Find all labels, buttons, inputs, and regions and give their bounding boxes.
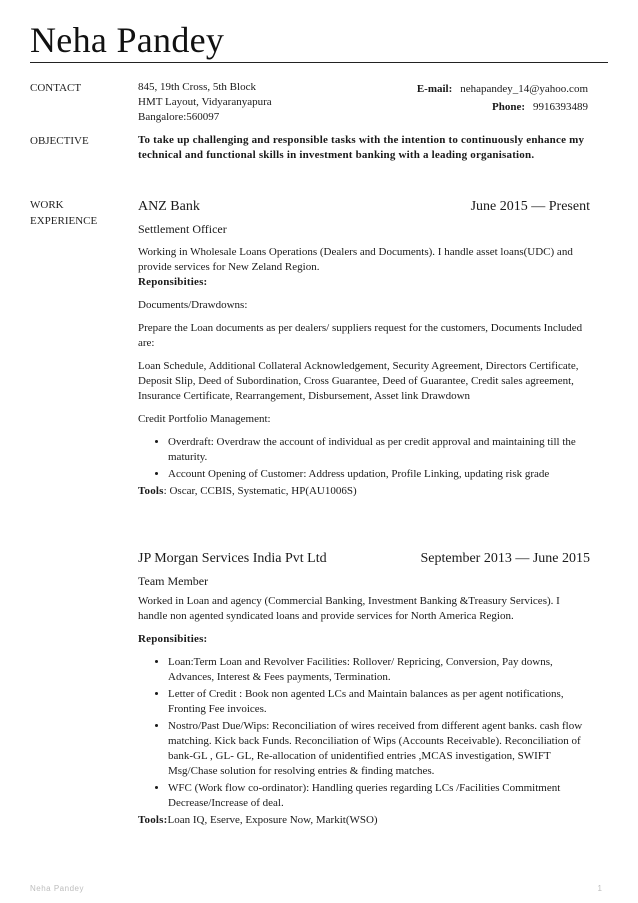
email-row (417, 80, 588, 98)
list-item: • Overdraft: Overdraw the account of individual as per credit approval and maintaining till the maturity. (168, 435, 590, 465)
company-name: ANZ Bank (138, 199, 200, 214)
job-dates: September 2013 — June 2015 (420, 551, 590, 566)
header-divider (30, 62, 608, 63)
anz-bullets (138, 435, 590, 482)
list-item: • WFC (Work flow co-ordinator): Handling queries regarding LCs /Facilities Commitment Decrease/Increase of deal. (168, 781, 590, 811)
job-jpmorgan (138, 550, 590, 828)
list-item: • Account Opening of Customer: Address updation, Profile Linking, updating risk grade (168, 467, 590, 482)
job-role: Team Member (138, 574, 209, 588)
objective-text: To take up challenging and responsible tasks with the intention to continuously enhance my technical and functional skills in investment banking with a leading organisation. (138, 134, 585, 161)
job-intro: Working in Wholesale Loans Operations (Dealers and Documents). I handle asset loans(UDC) and provide services for New Zeland Region. (138, 246, 573, 273)
contact-details (417, 80, 588, 116)
work-label-line-1: WORK (30, 199, 64, 211)
address-line-3: Bangalore:560097 (138, 111, 220, 123)
tools-line (138, 484, 590, 499)
list-item: • Letter of Credit : Book non agented LCs and Maintain balances as per agent notifications, Fronting Fee invoices. (168, 687, 590, 717)
list-item: • Loan:Term Loan and Revolver Facilities: Rollover/ Repricing, Conversion, Pay downs, Advances, Interest & Fees payments, Termination. (168, 655, 590, 685)
responsibilities-heading: Reponsibities: (138, 276, 208, 288)
job-header (138, 198, 590, 216)
phone-label: Phone: (492, 101, 525, 113)
email-value: nehapandey_14@yahoo.com (460, 83, 588, 95)
documents-heading: Documents/Drawdowns: (138, 299, 248, 311)
address-line-2: HMT Layout, Vidyaranyapura (138, 96, 272, 108)
list-item: • Nostro/Past Due/Wips: Reconciliation of wires received from different agent banks. cash flow matching. Kick back Funds. Reconciliation of Wips (Accounts Receivable). Reconciliation of bank-GL , GL- GL, Re-allocation of unidentified entries ,MCAS investigation, SWIFT Msg/Chase solution for resolving entries & finding matches. (168, 719, 590, 779)
page-number: 1 (597, 884, 602, 893)
job-anz (138, 198, 590, 499)
footer-name: Neha Pandey (30, 884, 84, 893)
work-label-line-2: EXPERIENCE (30, 215, 98, 227)
documents-list: Loan Schedule, Additional Collateral Acknowledgement, Security Agreement, Directors Certificate, Deposit Slip, Deed of Subordination, Cross Guarantee, Deed of Guarantee, Credit sales agreement, Insurance Certificate, Rearrangement, Disbursement, Asset link Drawdown (138, 360, 579, 402)
responsibilities-heading: Reponsibities: (138, 633, 208, 645)
address-line-1: 845, 19th Cross, 5th Block (138, 81, 256, 93)
job-intro: Worked in Loan and agency (Commercial Banking, Investment Banking &Treasury Services). I handle non agented syndicated loans and provide services for North America Region. (138, 595, 560, 622)
tools-label: Tools: (138, 814, 168, 826)
jpmorgan-bullets (138, 655, 590, 811)
tools-line (138, 813, 590, 828)
job-dates: June 2015 — Present (470, 199, 590, 214)
phone-value: 9916393489 (533, 101, 588, 113)
contact-label: CONTACT (30, 82, 82, 94)
resume-name: Neha Pandey (30, 20, 225, 60)
work-experience-label (30, 197, 130, 229)
tools-value: Loan IQ, Eserve, Exposure Now, Markit(WSO) (167, 814, 378, 826)
phone-row (417, 98, 588, 116)
documents-text: Prepare the Loan documents as per dealers/ suppliers request for the customers, Documents Included are: (138, 322, 583, 349)
tools-label: Tools (138, 485, 164, 497)
job-role: Settlement Officer (138, 222, 227, 236)
tools-value: : Oscar, CCBIS, Systematic, HP(AU1006S) (163, 485, 357, 497)
credit-portfolio-heading: Credit Portfolio Management: (138, 413, 271, 425)
job-header (138, 550, 590, 568)
objective-label: OBJECTIVE (30, 135, 89, 147)
email-label: E-mail: (416, 83, 453, 95)
company-name: JP Morgan Services India Pvt Ltd (138, 551, 327, 566)
